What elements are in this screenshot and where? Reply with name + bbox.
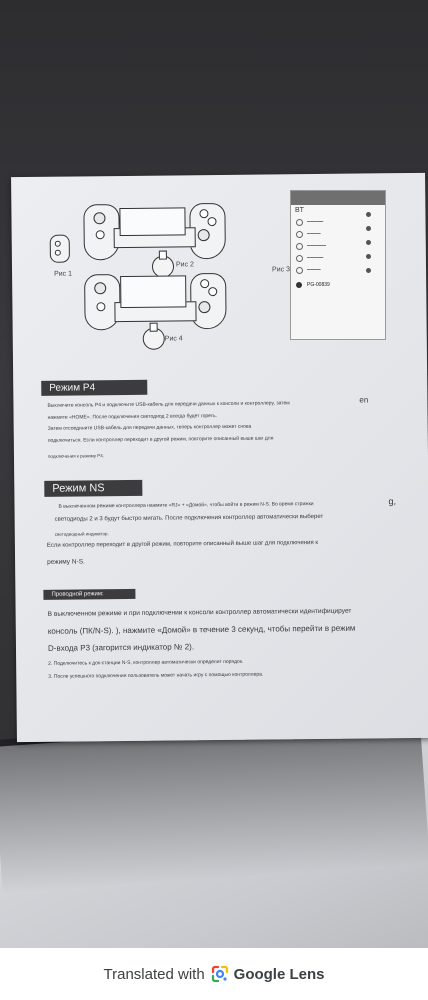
figure-4-dongle: [143, 328, 165, 350]
settings-icon: [366, 226, 371, 231]
section-title-wired: Проводной режим:: [43, 589, 135, 600]
wired-line-3: D-входа P3 (загорится индикатор № 2).: [47, 642, 195, 653]
paper-shadow: [0, 710, 428, 948]
figure-2-controller: [83, 197, 224, 268]
p4-line-2: нажмите «HOME». После подключения светодиод 2 всегда будет гореть.: [47, 413, 218, 421]
ns-line-2: светодиоды 2 и 3 будут быстро мигать. После подключения контроллер автоматически выберет: [54, 513, 324, 523]
google-lens-icon: [211, 965, 229, 983]
section-title-p4: Режим P4: [41, 380, 147, 396]
translated-with-text: Translated with: [103, 965, 205, 983]
phone-list-row: ━━━━━: [291, 228, 385, 240]
phone-device-name: PG-00839: [307, 282, 330, 288]
ns-edge-fragment: g,: [388, 496, 397, 507]
figure-1-label: Рис 1: [54, 270, 73, 278]
phone-paired-device: [291, 282, 385, 288]
settings-icon: [366, 268, 371, 273]
wired-line-2: консоль (ПК/N-S). ), нажмите «Домой» в течение 3 секунд, чтобы перейти в режим: [47, 623, 356, 636]
section-title-ns: Режим NS: [44, 480, 142, 497]
device-icon: [296, 219, 303, 226]
device-icon: [296, 255, 303, 262]
phone-status-bar: [291, 191, 385, 205]
wired-line-4: 2. Подключитесь к док-станции N-S, контроллер автоматически определит порядок.: [48, 658, 244, 667]
phone-list-row: ━━━━━━: [291, 216, 385, 228]
figure-3-phone-screenshot: [290, 190, 386, 340]
device-icon: [296, 243, 303, 250]
p4-line-4: подключиться. Если контроллер переходит в другой режим, повторите описанный выше шаг для: [47, 435, 274, 444]
phone-list-row: ━━━━━: [291, 264, 385, 276]
figure-4-label: Рис 4: [164, 335, 183, 343]
google-lens-brand: Google Lens: [233, 965, 325, 983]
wired-line-5: 3. После успешного подключения пользователь может начать игру с помощью контроллера.: [48, 671, 264, 680]
phone-list-row: ━━━━━━: [291, 252, 385, 264]
settings-icon: [366, 254, 371, 259]
google-lens-footer: [0, 948, 428, 1000]
p4-line-1: Выключите консоль P4 и подключите USB-кабель для передачи данных к консоли и контроллеру, затем: [47, 400, 290, 409]
ns-line-1: В выключенном режиме контроллера нажмите «RJ» + «Домой», чтобы войти в режим N-S. Во время стрижки: [58, 501, 314, 510]
p4-edge-fragment: en: [359, 395, 369, 405]
figure-3-label: Рис 3: [272, 266, 290, 274]
ns-line-5: режиму N-S.: [47, 558, 85, 566]
wired-line-1: В выключенном режиме и при подключении к консоли контроллер автоматически идентифицирует: [47, 607, 352, 618]
p4-line-5: подключения к режиму P4.: [47, 453, 105, 459]
p4-line-3: Затем отсоедините USB-кабель для передачи данных, теперь контроллер может снова: [47, 423, 252, 432]
device-icon: [296, 267, 303, 274]
figure-1-controller-side: [50, 235, 72, 263]
settings-icon: [366, 240, 371, 245]
phone-settings-icons: [366, 212, 371, 282]
settings-icon: [366, 212, 371, 217]
ns-line-3: светодиодный индикатор.: [54, 531, 109, 537]
phone-bt-header: BT: [295, 207, 304, 214]
phone-list-row: ━━━━━━━: [291, 240, 385, 252]
ns-line-4: Если контроллер переходит в другой режим, повторите описанный выше шаг для подключения к: [46, 539, 319, 549]
device-icon: [296, 231, 303, 238]
gamepad-icon: [296, 282, 302, 288]
figure-2-label: Рис 2: [175, 261, 194, 269]
